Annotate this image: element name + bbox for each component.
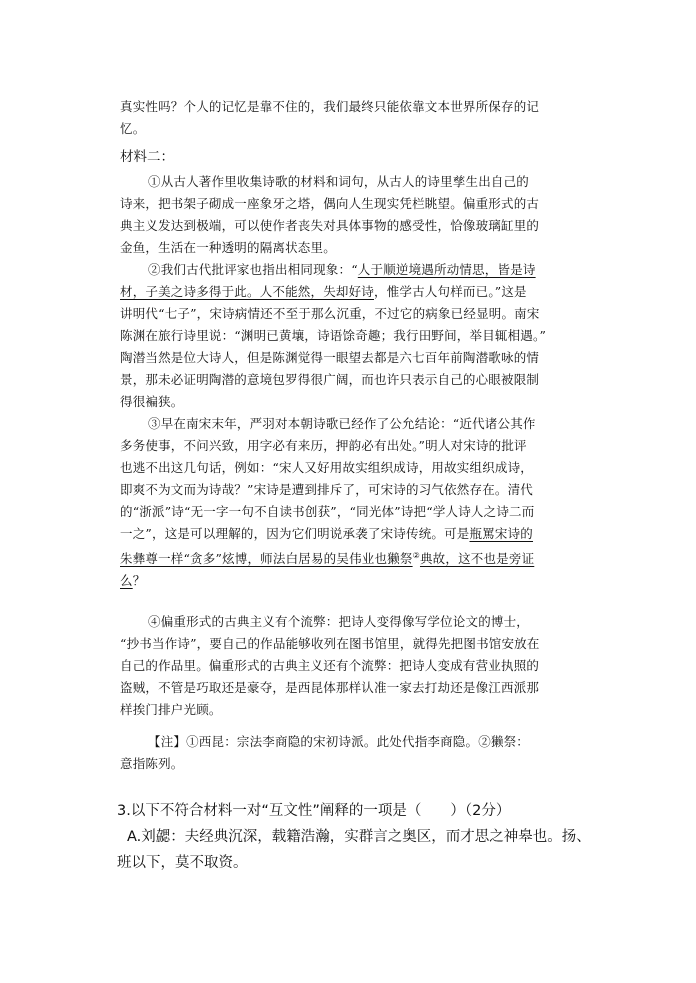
text-line: 典主义发达到极端，可以使作者丧失对具体事物的感受性，恰像玻璃缸里的 (120, 218, 540, 233)
paragraph-3 (120, 413, 580, 592)
text-fragment: ？ (132, 573, 146, 589)
text-fragment: ②我们古代批评家也指出相同现象：“ (148, 262, 358, 277)
footnote (120, 731, 580, 775)
text-fragment: 一之”，这是可以理解的，因为它们明说承袭了宋诗传统。可是 (120, 526, 470, 541)
option-a: A.刘勰：夫经典沉深，载籍浩瀚，实群言之奥区，而才思之神皋也。扬、 (127, 829, 591, 845)
text-line: 金鱼，生活在一种透明的隔离状态里。 (120, 240, 336, 255)
footnote-marker: ② (412, 551, 420, 560)
text-line: 陶潜当然是位大诗人，但是陈渊觉得一眼望去都是六七百年前陶潜歌咏的情 (120, 350, 540, 365)
option-a-continued: 班以下，莫不取资。 (117, 855, 248, 871)
text-line: 陈渊在旅行诗里说：“渊明已黄壤，诗语馀奇趣；我行田野间，举目辄相遇。” (120, 328, 547, 343)
text-line: 诗来，把书架子砌成一座象牙之塔，偶向人生现实凭栏眺望。偏重形式的古 (120, 196, 540, 211)
text-line: 意指陈列。 (120, 756, 184, 771)
text-fragment: ，惟学古人句样而已。”这是 (374, 284, 527, 299)
text-line: 【注】①西昆：宗法李商隐的宋初诗派。此处代指李商隐。②獭祭： (148, 734, 530, 749)
text-line: 盗贼，不管是巧取还是豪夺，是西昆体那样认准一家去打劫还是像江西派那 (120, 680, 540, 695)
underlined-sentence: 朱彝尊一样“贪多”炫博，师法白居易的吴伟业也獭祭 (120, 551, 413, 567)
text-line (120, 259, 580, 281)
text-line: 即爽不为文而为诗哉？”宋诗是遭到排斥了，可宋诗的习气依然存在。清代 (120, 482, 533, 497)
text-line: ①从古人著作里收集诗歌的材料和词句，从古人的诗里孳生出自己的 (148, 174, 530, 189)
text-line: 的“浙派”诗“无一字一句不自读书创获”，“同光体”诗把“学人诗人之诗二而 (120, 504, 535, 519)
question-stem: 3.以下不符合材料一对“互文性”阐释的一项是（ ）（2分） (117, 803, 511, 819)
text-line (120, 570, 580, 592)
section-heading: 材料二： (120, 149, 174, 165)
text-line: 忆。 (120, 121, 146, 136)
underlined-sentence: 么 (120, 573, 133, 589)
text-line: 自己的作品里。偏重形式的古典主义还有个流弊：把诗人变成有营业执照的 (120, 658, 540, 673)
text-line (120, 523, 580, 545)
text-line: 真实性吗？个人的记忆是靠不住的，我们最终只能依靠文本世界所保存的记 (120, 99, 540, 114)
text-line: “抄书当作诗”，要自己的作品能够收列在图书馆里，就得先把图书馆安放在 (120, 636, 540, 651)
underlined-sentence: 瓶罵宋诗的 (469, 526, 534, 541)
intro-paragraph (120, 96, 580, 140)
underlined-quote: 人于顺逆境遇所动情思，皆是诗 (357, 262, 536, 277)
text-line (120, 545, 580, 570)
text-line: 讲明代“七子”，宋诗病情还不至于那么沉重，不过它的病象已经显明。南宋 (120, 306, 540, 321)
text-line (120, 281, 580, 303)
text-line: ④偏重形式的古典主义有个流弊：把诗人变得像写学位论文的博士， (148, 614, 530, 629)
paragraph-1 (120, 171, 580, 259)
paragraph-2 (120, 259, 580, 413)
text-line: 得很褊狭。 (120, 394, 184, 409)
underlined-quote: 材，子美之诗多得于此。人不能然，失却好诗 (120, 284, 375, 299)
underlined-sentence: 典故，这不也是旁证 (419, 551, 535, 567)
question-3 (117, 798, 597, 876)
paragraph-4 (120, 611, 580, 721)
text-line: ③早在南宋末年，严羽对本朝诗歌已经作了公允结论：“近代诸公其作 (148, 416, 536, 431)
text-line: 多务使事，不问兴致，用字必有来历，押韵必有出处。”明人对宋诗的批评 (120, 438, 527, 453)
text-line: 景，那未必证明陶潜的意境包罗得很广阔，而也许只表示自己的心眼被限制 (120, 372, 540, 387)
text-line: 也逃不出这几句话，例如：“宋人又好用故实组织成诗，用故实组织成诗， (120, 460, 533, 475)
text-line: 样挨门排户光顾。 (120, 702, 222, 717)
